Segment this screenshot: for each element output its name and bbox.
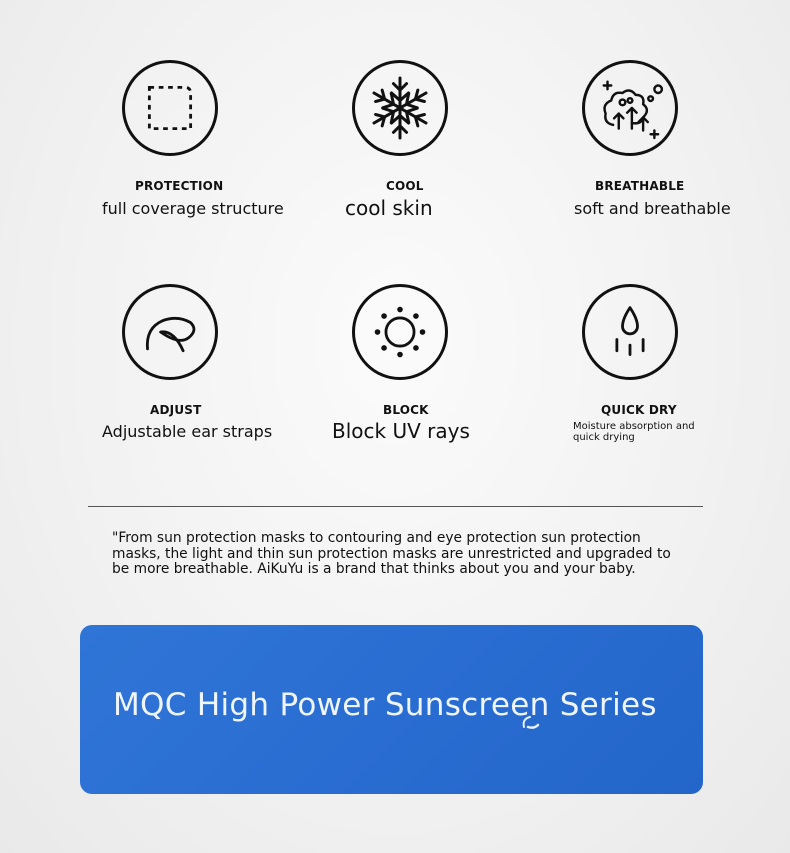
feature-subtitle: full coverage structure xyxy=(102,199,284,218)
divider xyxy=(88,506,703,507)
feature-title: PROTECTION xyxy=(135,179,224,193)
feature-subtitle: Block UV rays xyxy=(332,419,470,443)
sun-icon xyxy=(352,284,448,380)
feature-subtitle: Moisture absorption and quick drying xyxy=(573,421,695,443)
feature-subtitle: Adjustable ear straps xyxy=(102,422,273,441)
banner-title: MQC High Power Sunscreen Series xyxy=(113,687,657,723)
feature-title: QUICK DRY xyxy=(601,403,677,417)
dashed-square-icon xyxy=(122,60,218,156)
feature-title: ADJUST xyxy=(150,403,202,417)
water-drop-icon xyxy=(582,284,678,380)
feature-subtitle: soft and breathable xyxy=(574,199,731,218)
brand-quote: "From sun protection masks to contouring and eye protection sun protection masks, the light and thin sun protection masks are unrestricted and upgraded to be more breathable. AiKuYu is a brand that thinks about you and your baby. xyxy=(112,530,671,577)
feature-title: BREATHABLE xyxy=(595,179,685,193)
feature-title: COOL xyxy=(386,179,424,193)
feature-title: BLOCK xyxy=(383,403,429,417)
series-banner xyxy=(80,625,703,794)
sparkle-icon xyxy=(520,713,542,731)
snowflake-icon xyxy=(352,60,448,156)
feature-subtitle: cool skin xyxy=(345,196,433,220)
ear-strap-loop-icon xyxy=(122,284,218,380)
breathable-tree-icon xyxy=(582,60,678,156)
